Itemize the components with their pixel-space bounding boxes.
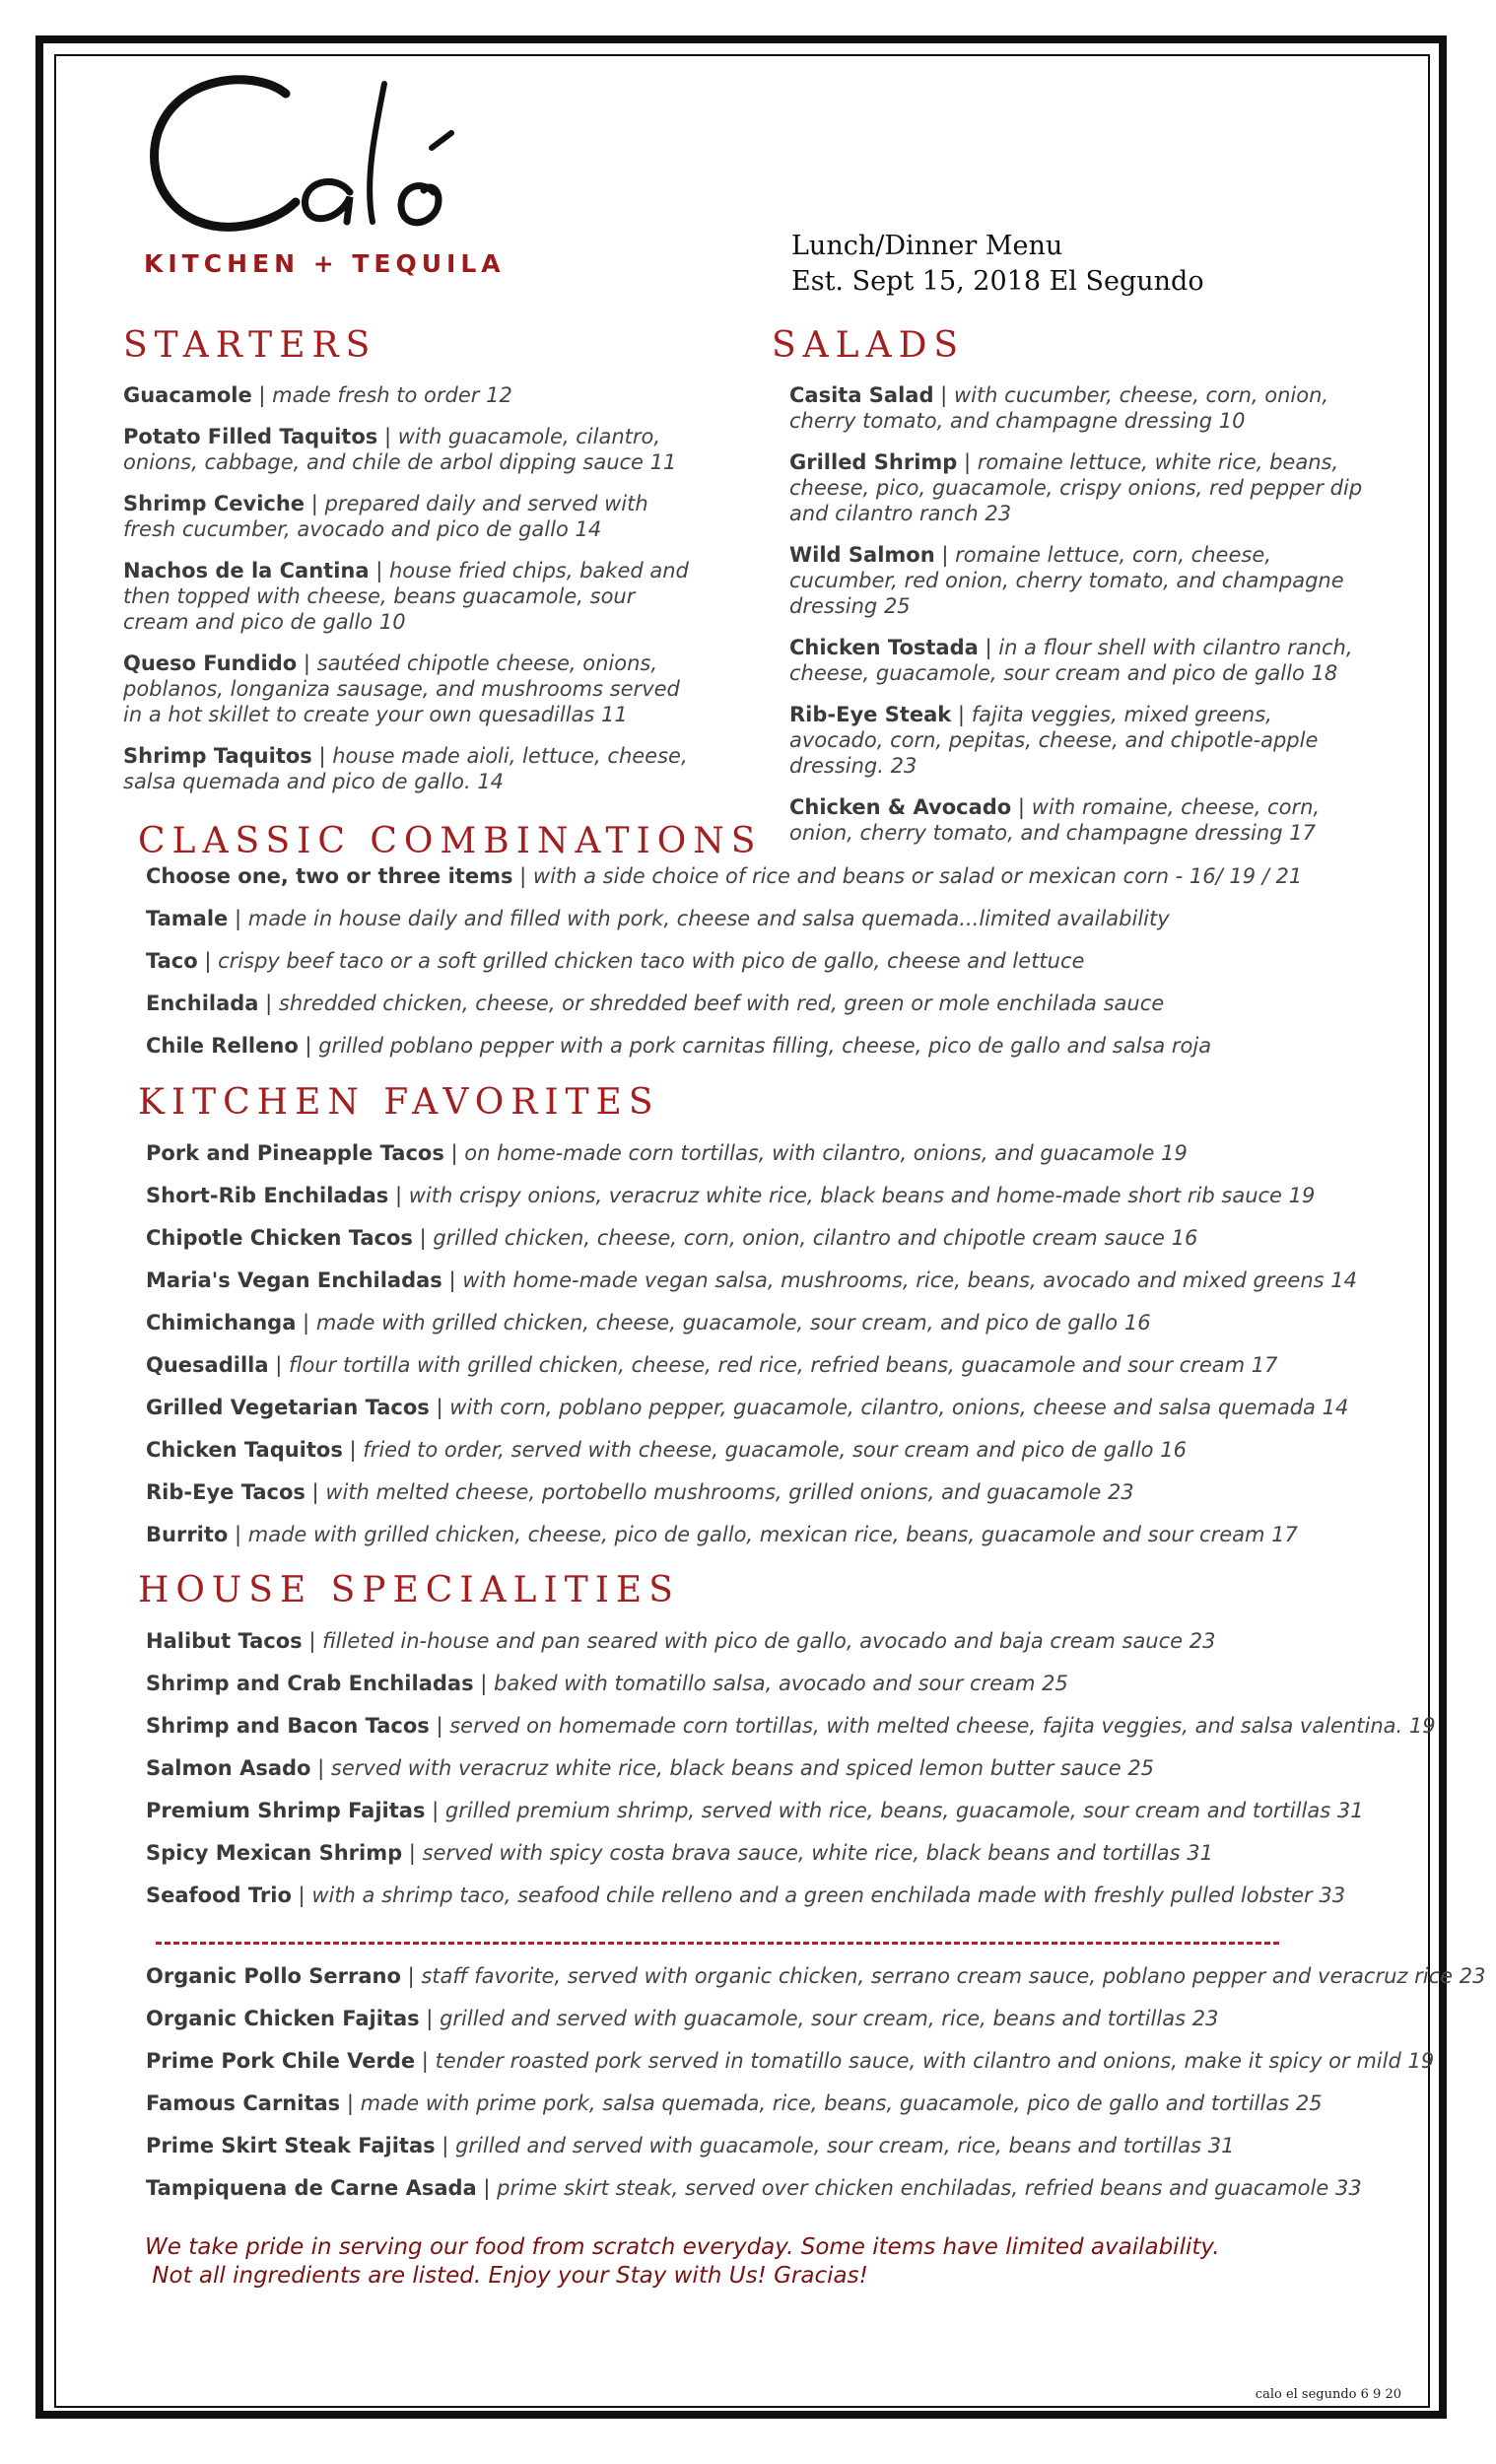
item-name: Chimichanga (146, 1311, 297, 1335)
item-description: made in house daily and filled with pork, cheese and salsa quemada...limited availability (247, 907, 1170, 930)
menu-item: Pork and Pineapple Tacos | on home-made corn tortillas, with cilantro, onions, and guacamole 19 (146, 1141, 1188, 1165)
menu-item: Queso Fundido | sautéed chipotle cheese, onions, poblanos, longaniza sausage, and mushrooms served in a hot skillet to create your own quesadillas 11 (123, 651, 680, 726)
item-description: sautéed chipotle cheese, onions, poblanos, longaniza sausage, and mushrooms served in a hot skillet to create your own quesadillas (123, 651, 680, 726)
item-price: 14 (1322, 1396, 1349, 1419)
item-price: 25 (883, 594, 911, 618)
menu-item: Chicken Taquitos | fried to order, served with cheese, guacamole, sour cream and pico de gallo 16 (146, 1438, 1187, 1462)
item-description: house fried chips, baked and then topped with cheese, beans guacamole, sour cream and pico de gallo (123, 559, 689, 634)
item-price: 25 (1127, 1756, 1155, 1780)
item-name: Shrimp Ceviche (123, 492, 306, 515)
section-title-specialities: HOUSE SPECIALITIES (138, 1570, 680, 1610)
item-description: with a shrimp taco, seafood chile relleno and a green enchilada made with freshly pulled lobster (311, 1883, 1313, 1907)
item-description: filleted in-house and pan seared with pico de gallo, avocado and baja cream sauce (322, 1629, 1184, 1653)
item-price: 17 (1271, 1523, 1298, 1546)
item-name: Burrito (146, 1523, 229, 1546)
menu-item: Chipotle Chicken Tacos | grilled chicken, cheese, corn, onion, cilantro and chipotle cream sauce 16 (146, 1226, 1198, 1250)
item-price: 19 (1288, 1184, 1316, 1207)
section-title-favorites: KITCHEN FAVORITES (138, 1082, 660, 1123)
item-description: with cucumber, cheese, corn, onion, cherry tomato, and champagne dressing (789, 383, 1329, 433)
menu-item: Casita Salad | with cucumber, cheese, corn, onion, cherry tomato, and champagne dressing 10 (789, 383, 1329, 433)
footer-note (145, 2233, 1220, 2291)
item-name: Chicken Tostada (789, 636, 979, 659)
menu-item: Wild Salmon | romaine lettuce, corn, cheese, cucumber, red onion, cherry tomato, and champagne dressing 25 (789, 543, 1344, 618)
item-name: Enchilada (146, 992, 259, 1015)
item-description: with melted cheese, portobello mushrooms, grilled onions, and guacamole (325, 1480, 1102, 1504)
item-description: fajita veggies, mixed greens, avocado, corn, pepitas, cheese, and chipotle-apple dressing. (789, 703, 1319, 778)
menu-item: Rib-Eye Tacos | with melted cheese, portobello mushrooms, grilled onions, and guacamole 23 (146, 1480, 1134, 1504)
brand-logo (138, 64, 506, 291)
menu-info (791, 229, 1204, 300)
item-description: served with spicy costa brava sauce, white rice, black beans and tortillas (422, 1841, 1181, 1865)
menu-item: Salmon Asado | served with veracruz white rice, black beans and spiced lemon butter sauce 25 (146, 1756, 1155, 1780)
menu-item: Grilled Vegetarian Tacos | with corn, poblano pepper, guacamole, cilantro, onions, cheese and salsa quemada 14 (146, 1396, 1349, 1419)
item-price: 25 (1295, 2091, 1323, 2115)
item-price: 31 (1187, 1841, 1214, 1865)
item-name: Prime Pork Chile Verde (146, 2049, 416, 2073)
item-price: 12 (486, 383, 512, 407)
item-price: 23 (1189, 1629, 1216, 1653)
item-price: 10 (1218, 409, 1246, 433)
item-name: Shrimp and Crab Enchiladas (146, 1672, 474, 1695)
item-price: 19 (1161, 1141, 1188, 1165)
starters-list (123, 382, 695, 810)
item-name: Grilled Vegetarian Tacos (146, 1396, 430, 1419)
item-price: 11 (601, 703, 628, 726)
item-name: Organic Pollo Serrano (146, 1964, 401, 1988)
item-price: 14 (1330, 1268, 1357, 1292)
item-price: 11 (649, 450, 677, 474)
item-description: in a flour shell with cilantro ranch, cheese, guacamole, sour cream and pico de gallo (789, 636, 1353, 685)
item-name: Nachos de la Cantina (123, 559, 370, 582)
calo-script-logo (138, 64, 463, 246)
item-name: Potato Filled Taquitos (123, 425, 378, 448)
menu-item: Tampiquena de Carne Asada | prime skirt steak, served over chicken enchiladas, refried beans and guacamole 33 (146, 2176, 1362, 2200)
menu-item: Shrimp Ceviche | prepared daily and served with fresh cucumber, avocado and pico de gallo 14 (123, 492, 648, 541)
item-price: 19 (1407, 2049, 1435, 2073)
menu-item: Shrimp and Bacon Tacos | served on homemade corn tortillas, with melted cheese, fajita veggies, and salsa valentina. 19 (146, 1714, 1436, 1738)
item-name: Prime Skirt Steak Fajitas (146, 2134, 436, 2157)
item-name: Rib-Eye Tacos (146, 1480, 306, 1504)
specialities-list-2 (146, 1963, 1486, 2218)
item-price: 17 (1251, 1353, 1278, 1377)
item-price: 18 (1311, 661, 1338, 685)
item-price: 16 (1123, 1311, 1151, 1335)
item-name: Halibut Tacos (146, 1629, 303, 1653)
section-title-salads: SALADS (772, 325, 966, 366)
item-description: with crispy onions, veracruz white rice, black beans and home-made short rib sauce (408, 1184, 1282, 1207)
item-description: served with veracruz white rice, black beans and spiced lemon butter sauce (330, 1756, 1122, 1780)
item-name: Premium Shrimp Fajitas (146, 1799, 426, 1822)
item-name: Spicy Mexican Shrimp (146, 1841, 403, 1865)
item-price: 16 (1160, 1438, 1187, 1462)
menu-item: Prime Skirt Steak Fajitas | grilled and served with guacamole, sour cream, rice, beans and tortillas 31 (146, 2134, 1235, 2157)
item-name: Queso Fundido (123, 651, 298, 675)
menu-item: Chile Relleno | grilled poblano pepper with a pork carnitas filling, cheese, pico de gallo and salsa roja (146, 1034, 1212, 1058)
menu-item: Enchilada | shredded chicken, cheese, or shredded beef with red, green or mole enchilada sauce (146, 992, 1165, 1015)
menu-item: Chicken & Avocado | with romaine, cheese, corn, onion, cherry tomato, and champagne dressing 17 (789, 795, 1321, 845)
item-name: Chile Relleno (146, 1034, 299, 1058)
item-price: 33 (1334, 2176, 1362, 2200)
item-description: romaine lettuce, corn, cheese, cucumber, red onion, cherry tomato, and champagne dressing (789, 543, 1344, 618)
menu-item: Famous Carnitas | made with prime pork, salsa quemada, rice, beans, guacamole, pico de gallo and tortillas 25 (146, 2091, 1323, 2115)
menu-item: Taco | crispy beef taco or a soft grilled chicken taco with pico de gallo, cheese and lettuce (146, 949, 1085, 973)
item-description: with a side choice of rice and beans or salad or mexican corn - 16/ 19 / 21 (532, 864, 1303, 888)
item-name: Tamale (146, 907, 229, 930)
menu-item: Guacamole | made fresh to order 12 (123, 383, 512, 407)
item-description: made with grilled chicken, cheese, guacamole, sour cream, and pico de gallo (315, 1311, 1119, 1335)
menu-item: Organic Chicken Fajitas | grilled and served with guacamole, sour cream, rice, beans and tortillas 23 (146, 2007, 1219, 2030)
item-price: 14 (575, 517, 602, 541)
item-name: Quesadilla (146, 1353, 269, 1377)
item-price: 23 (985, 502, 1012, 525)
item-name: Chicken Taquitos (146, 1438, 343, 1462)
item-name: Wild Salmon (789, 543, 935, 567)
item-description: served on homemade corn tortillas, with melted cheese, fajita veggies, and salsa valentina. (449, 1714, 1403, 1738)
menu-item: Nachos de la Cantina | house fried chips, baked and then topped with cheese, beans guacamole, sour cream and pico de gallo 10 (123, 559, 689, 634)
item-description: grilled poblano pepper with a pork carnitas filling, cheese, pico de gallo and salsa roja (318, 1034, 1212, 1058)
item-price: 31 (1336, 1799, 1364, 1822)
item-description: made with grilled chicken, cheese, pico de gallo, mexican rice, beans, guacamole and sour cream (247, 1523, 1265, 1546)
specialities-list (146, 1628, 1436, 1925)
menu-item: Potato Filled Taquitos | with guacamole, cilantro, onions, cabbage, and chile de arbol dipping sauce 11 (123, 425, 677, 474)
item-description: made with prime pork, salsa quemada, rice, beans, guacamole, pico de gallo and tortillas (360, 2091, 1290, 2115)
item-description: house made aioli, lettuce, cheese, salsa quemada and pico de gallo. (123, 744, 688, 793)
item-price: 23 (1191, 2007, 1219, 2030)
item-price: 19 (1408, 1714, 1436, 1738)
item-name: Chipotle Chicken Tacos (146, 1226, 413, 1250)
item-description: with home-made vegan salsa, mushrooms, rice, beans, avocado and mixed greens (462, 1268, 1325, 1292)
menu-item: Burrito | made with grilled chicken, cheese, pico de gallo, mexican rice, beans, guacamole and sour cream 17 (146, 1523, 1298, 1546)
item-name: Choose one, two or three items (146, 864, 513, 888)
menu-item: Organic Pollo Serrano | staff favorite, served with organic chicken, serrano cream sauce, poblano pepper and veracruz rice 23 (146, 1964, 1486, 1988)
item-description: grilled and served with guacamole, sour cream, rice, beans and tortillas (440, 2007, 1187, 2030)
item-price: 14 (477, 770, 505, 793)
item-price: 23 (890, 754, 918, 778)
item-description: with corn, poblano pepper, guacamole, cilantro, onions, cheese and salsa quemada (449, 1396, 1316, 1419)
favorites-list (146, 1140, 1417, 1564)
item-description: crispy beef taco or a soft grilled chicken taco with pico de gallo, cheese and lettuce (218, 949, 1085, 973)
menu-item: Shrimp and Crab Enchiladas | baked with tomatillo salsa, avocado and sour cream 25 (146, 1672, 1068, 1695)
item-price: 10 (378, 610, 406, 634)
item-name: Rib-Eye Steak (789, 703, 952, 726)
item-description: flour tortilla with grilled chicken, cheese, red rice, refried beans, guacamole and sour cream (288, 1353, 1246, 1377)
menu-item: Spicy Mexican Shrimp | served with spicy costa brava sauce, white rice, black beans and tortillas 31 (146, 1841, 1214, 1865)
menu-item: Short-Rib Enchiladas | with crispy onions, veracruz white rice, black beans and home-made short rib sauce 19 (146, 1184, 1316, 1207)
dashed-divider (156, 1942, 1279, 1945)
menu-item: Tamale | made in house daily and filled with pork, cheese and salsa quemada...limited availability (146, 907, 1170, 930)
item-description: prime skirt steak, served over chicken enchiladas, refried beans and guacamole (497, 2176, 1329, 2200)
footer-note-line2: Not all ingredients are listed. Enjoy your Stay with Us! Gracias! (145, 2263, 868, 2289)
menu-item: Rib-Eye Steak | fajita veggies, mixed greens, avocado, corn, pepitas, cheese, and chipotle-apple dressing. 23 (789, 703, 1319, 778)
item-description: fried to order, served with cheese, guacamole, sour cream and pico de gallo (363, 1438, 1154, 1462)
item-price: 23 (1459, 1964, 1486, 1988)
item-name: Grilled Shrimp (789, 450, 958, 474)
item-description: tender roasted pork served in tomatillo sauce, with cilantro and onions, make it spicy or mild (435, 2049, 1401, 2073)
salads-list (789, 382, 1371, 861)
item-name: Tampiquena de Carne Asada (146, 2176, 477, 2200)
menu-item: Halibut Tacos | filleted in-house and pan seared with pico de gallo, avocado and baja cream sauce 23 (146, 1629, 1216, 1653)
menu-item: Maria's Vegan Enchiladas | with home-made vegan salsa, mushrooms, rice, beans, avocado and mixed greens 14 (146, 1268, 1357, 1292)
item-description: with guacamole, cilantro, onions, cabbage, and chile de arbol dipping sauce (123, 425, 661, 474)
item-name: Maria's Vegan Enchiladas (146, 1268, 442, 1292)
menu-item: Seafood Trio | with a shrimp taco, seafood chile relleno and a green enchilada made with freshly pulled lobster 33 (146, 1883, 1346, 1907)
item-description: grilled and served with guacamole, sour cream, rice, beans and tortillas (455, 2134, 1202, 2157)
menu-item: Chimichanga | made with grilled chicken, cheese, guacamole, sour cream, and pico de gallo 16 (146, 1311, 1151, 1335)
menu-title: Lunch/Dinner Menu (791, 231, 1063, 261)
item-description: prepared daily and served with fresh cucumber, avocado and pico de gallo (123, 492, 648, 541)
item-name: Short-Rib Enchiladas (146, 1184, 389, 1207)
item-name: Salmon Asado (146, 1756, 311, 1780)
item-name: Pork and Pineapple Tacos (146, 1141, 444, 1165)
menu-established: Est. Sept 15, 2018 El Segundo (791, 266, 1204, 297)
item-name: Seafood Trio (146, 1883, 292, 1907)
section-title-starters: STARTERS (123, 325, 377, 366)
menu-item: Prime Pork Chile Verde | tender roasted pork served in tomatillo sauce, with cilantro and onions, make it spicy or mild 19 (146, 2049, 1435, 2073)
item-name: Guacamole (123, 383, 252, 407)
item-name: Taco (146, 949, 198, 973)
menu-item: Grilled Shrimp | romaine lettuce, white rice, beans, cheese, pico, guacamole, crispy onions, red pepper dip and cilantro ranch 23 (789, 450, 1363, 525)
footer-note-line1: We take pride in serving our food from scratch everyday. Some items have limited availability. (145, 2234, 1220, 2260)
item-description: with romaine, cheese, corn, onion, cherry tomato, and champagne dressing (789, 795, 1321, 845)
item-price: 23 (1107, 1480, 1134, 1504)
item-description: staff favorite, served with organic chicken, serrano cream sauce, poblano pepper and veracruz rice (421, 1964, 1454, 1988)
item-price: 31 (1207, 2134, 1235, 2157)
item-price: 33 (1319, 1883, 1346, 1907)
menu-item: Premium Shrimp Fajitas | grilled premium shrimp, served with rice, beans, guacamole, sour cream and tortillas 31 (146, 1799, 1364, 1822)
item-description: made fresh to order (272, 383, 480, 407)
item-description: shredded chicken, cheese, or shredded beef with red, green or mole enchilada sauce (278, 992, 1165, 1015)
menu-item: Choose one, two or three items | with a side choice of rice and beans or salad or mexican corn - 16/ 19 / 21 (146, 864, 1303, 888)
section-title-classic: CLASSIC COMBINATIONS (138, 821, 763, 861)
item-description: romaine lettuce, white rice, beans, cheese, pico, guacamole, crispy onions, red pepper dip and cilantro ranch (789, 450, 1363, 525)
item-name: Shrimp and Bacon Tacos (146, 1714, 430, 1738)
item-description: grilled premium shrimp, served with rice, beans, guacamole, sour cream and tortillas (444, 1799, 1331, 1822)
item-description: on home-made corn tortillas, with cilantro, onions, and guacamole (464, 1141, 1155, 1165)
item-name: Chicken & Avocado (789, 795, 1012, 819)
menu-item: Quesadilla | flour tortilla with grilled chicken, cheese, red rice, refried beans, guacamole and sour cream 17 (146, 1353, 1278, 1377)
item-price: 25 (1042, 1672, 1068, 1695)
item-price: 16 (1171, 1226, 1198, 1250)
brand-subtitle: KITCHEN + TEQUILA (144, 249, 506, 278)
menu-item: Chicken Tostada | in a flour shell with cilantro ranch, cheese, guacamole, sour cream and pico de gallo 18 (789, 636, 1353, 685)
menu-item: Shrimp Taquitos | house made aioli, lettuce, cheese, salsa quemada and pico de gallo. 14 (123, 744, 688, 793)
item-name: Shrimp Taquitos (123, 744, 312, 768)
item-name: Famous Carnitas (146, 2091, 341, 2115)
item-price: 17 (1289, 821, 1316, 845)
item-description: baked with tomatillo salsa, avocado and sour cream (494, 1672, 1036, 1695)
classic-list (146, 863, 1417, 1075)
item-description: grilled chicken, cheese, corn, onion, cilantro and chipotle cream sauce (433, 1226, 1165, 1250)
footer-tag: calo el segundo 6 9 20 (1255, 2387, 1401, 2402)
item-name: Casita Salad (789, 383, 934, 407)
item-name: Organic Chicken Fajitas (146, 2007, 420, 2030)
